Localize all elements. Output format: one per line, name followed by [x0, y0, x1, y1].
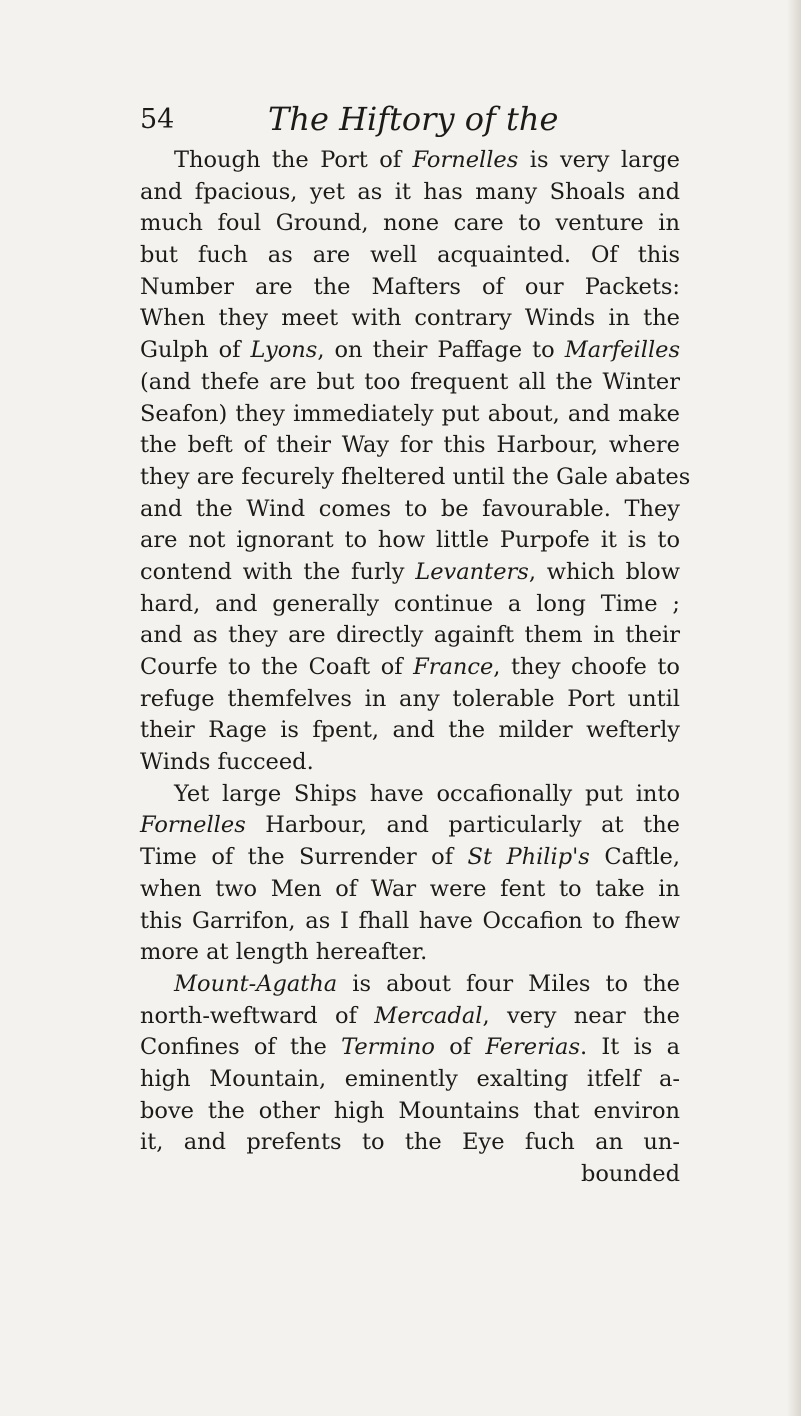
text-segment: Caftle, — [589, 844, 680, 871]
text-segment: , they choofe to — [493, 654, 680, 680]
text-segment: Courfe to the Coaft of — [140, 654, 414, 680]
text-line — [140, 1064, 680, 1096]
text-segment: north-weftward of — [140, 1002, 375, 1029]
text-line — [140, 208, 680, 240]
text-segment: high Mountain, eminently exalting itfelf a- — [140, 1065, 680, 1092]
text-line — [140, 367, 680, 399]
text-segment: this Garrifon, as I fhall have Occafion to fhew — [140, 907, 680, 934]
text-segment: Time of the Surrender of — [140, 844, 468, 871]
text-line — [140, 1159, 680, 1191]
text-line — [140, 335, 680, 367]
text-segment: Gulph of — [140, 337, 251, 364]
text-line — [140, 810, 680, 842]
text-line — [140, 652, 680, 684]
text-segment: bounded — [580, 1161, 680, 1187]
text-line — [140, 589, 680, 621]
text-segment: , which blow — [528, 558, 680, 585]
italic-text: Termino — [341, 1034, 435, 1061]
text-segment: are not ignorant to how little Purpofe it is to — [140, 527, 680, 554]
text-line — [140, 937, 680, 969]
text-segment: and as they are directly againft them in their — [140, 622, 680, 649]
text-line — [140, 462, 691, 494]
text-segment: , very near the — [482, 1002, 680, 1029]
page-header — [140, 100, 680, 140]
text-segment: is very large — [518, 147, 680, 173]
text-line — [140, 145, 680, 177]
text-segment: it, and prefents to the Eye fuch an un- — [140, 1129, 680, 1156]
text-line — [140, 779, 680, 811]
text-line — [140, 620, 680, 652]
text-segment: they are fecurely fheltered until the Gale abates — [140, 463, 691, 490]
text-segment: is about four Miles to the — [337, 970, 680, 997]
text-segment: Though the Port of — [174, 147, 413, 173]
text-segment: and fpacious, yet as it has many Shoals and — [140, 178, 680, 205]
italic-text: Levanters — [415, 558, 529, 585]
text-line — [140, 1127, 680, 1159]
text-segment: Seafon) they immediately put about, and make — [140, 400, 680, 427]
italic-text: Fornelles — [412, 147, 519, 173]
text-line — [140, 969, 680, 1001]
text-segment: Number are the Mafters of our Packets: — [140, 273, 680, 300]
text-line — [140, 240, 680, 272]
text-line — [140, 715, 680, 747]
italic-text: Lyons — [250, 337, 318, 364]
italic-text: Mercadal — [374, 1002, 483, 1029]
text-line — [140, 557, 680, 589]
text-segment: (and thefe are but too frequent all the Winter — [140, 368, 680, 395]
text-line — [140, 684, 680, 716]
page-edge — [787, 0, 801, 1416]
text-line — [140, 1001, 680, 1033]
text-segment: Harbour, and particularly at the — [245, 812, 680, 839]
text-line — [140, 1032, 680, 1064]
text-segment: Yet large Ships have occafionally put into — [174, 780, 680, 807]
text-segment: Confines of the — [140, 1034, 342, 1061]
italic-text: St Philip's — [467, 844, 590, 871]
italic-text: Mount-Agatha — [174, 970, 338, 997]
text-segment: refuge themfelves in any tolerable Port until — [140, 685, 680, 712]
text-segment: their Rage is fpent, and the milder wefterly — [140, 717, 680, 744]
text-segment: Winds fucceed. — [140, 749, 314, 776]
running-title: The Hiftory of the — [268, 100, 559, 138]
text-segment: when two Men of War were fent to take in — [140, 875, 680, 902]
text-line — [140, 272, 680, 304]
italic-text: Fornelles — [140, 812, 246, 839]
text-line — [140, 747, 680, 779]
text-line — [140, 303, 680, 335]
text-segment: . It is a — [580, 1034, 680, 1061]
text-line — [140, 177, 680, 209]
italic-text: Fererias — [485, 1034, 581, 1061]
text-segment: contend with the furly — [140, 558, 416, 585]
text-segment: the beft of their Way for this Harbour, where — [140, 432, 680, 459]
italic-text: Marfeilles — [564, 337, 681, 364]
text-line — [140, 399, 680, 431]
text-segment: but fuch as are well acquainted. Of this — [140, 242, 680, 269]
text-line — [140, 430, 680, 462]
text-line — [140, 874, 680, 906]
text-segment: bove the other high Mountains that environ — [140, 1097, 680, 1124]
text-segment: more at length hereafter. — [140, 939, 428, 966]
text-line — [140, 1096, 680, 1128]
text-segment: When they meet with contrary Winds in the — [140, 305, 680, 332]
text-segment: and the Wind comes to be favourable. They — [140, 495, 680, 522]
body-text — [140, 145, 691, 1191]
text-line — [140, 525, 680, 557]
text-segment: much foul Ground, none care to venture in — [140, 210, 680, 237]
page-number: 54 — [140, 104, 175, 135]
text-line — [140, 494, 680, 526]
text-line — [140, 842, 680, 874]
text-line — [140, 906, 680, 938]
text-segment: hard, and generally continue a long Time ; — [140, 590, 680, 617]
text-segment: of — [434, 1034, 486, 1061]
italic-text: France — [413, 654, 494, 680]
text-segment: , on their Paffage to — [317, 337, 565, 364]
